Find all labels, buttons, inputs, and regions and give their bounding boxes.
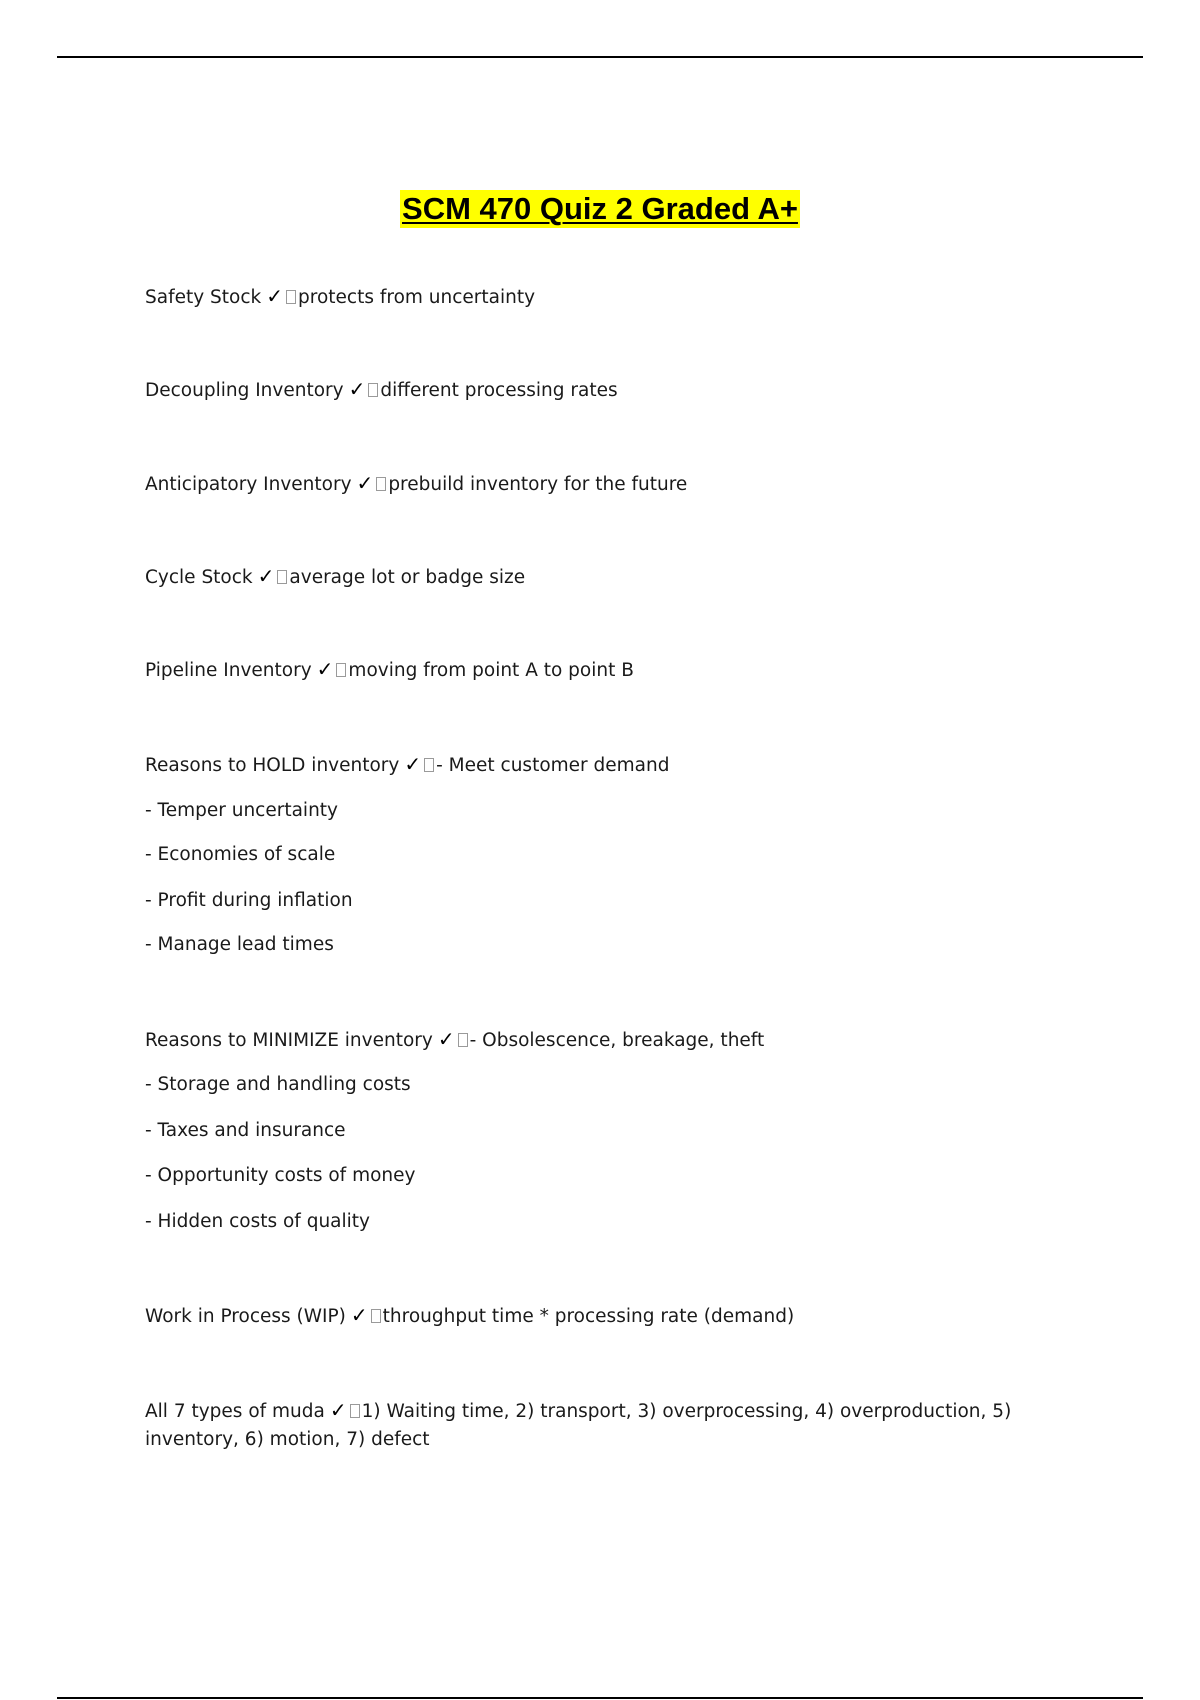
entry-pipeline-inventory — [145, 655, 634, 685]
entry-anticipatory-inventory — [145, 469, 687, 499]
document-title: SCM 470 Quiz 2 Graded A+ — [402, 191, 798, 226]
entry-definition: throughput time * processing rate (demand) — [382, 1306, 795, 1327]
entry-definition: average lot or badge size — [289, 567, 526, 588]
missing-glyph-box-icon — [371, 1309, 381, 1323]
entry-definition: 1) Waiting time, 2) transport, 3) overprocessing, 4) overproduction, 5) inventory, 6) motion, 7) defect — [145, 1401, 1012, 1450]
entry-reasons-to-hold — [145, 750, 670, 780]
entry-term: Reasons to MINIMIZE inventory — [145, 1030, 433, 1051]
entry-term: Safety Stock — [145, 287, 262, 308]
entry-term: Decoupling Inventory — [145, 380, 344, 401]
missing-glyph-box-icon — [286, 290, 296, 304]
list-item: - Hidden costs of quality — [145, 1211, 370, 1232]
list-item: - Taxes and insurance — [145, 1120, 346, 1141]
entry-seven-types-of-muda — [145, 1396, 1105, 1454]
missing-glyph-box-icon — [368, 383, 378, 397]
check-icon: ✓ — [356, 471, 374, 495]
entry-definition: protects from uncertainty — [298, 287, 536, 308]
list-item: - Storage and handling costs — [145, 1074, 411, 1095]
check-icon: ✓ — [257, 564, 275, 588]
entry-definition: - Obsolescence, breakage, theft — [469, 1030, 765, 1051]
list-item: - Profit during inflation — [145, 890, 353, 911]
check-icon: ✓ — [348, 377, 366, 401]
entry-definition: moving from point A to point B — [348, 660, 634, 681]
check-icon: ✓ — [404, 752, 422, 776]
entry-cycle-stock — [145, 562, 525, 592]
entry-term: Cycle Stock — [145, 567, 253, 588]
entry-definition: - Meet customer demand — [436, 755, 670, 776]
bottom-divider — [57, 1697, 1143, 1699]
check-icon: ✓ — [266, 284, 284, 308]
missing-glyph-box-icon — [336, 663, 346, 677]
missing-glyph-box-icon — [424, 758, 434, 772]
list-item: - Opportunity costs of money — [145, 1165, 416, 1186]
missing-glyph-box-icon — [277, 570, 287, 584]
missing-glyph-box-icon — [350, 1404, 360, 1418]
entry-decoupling-inventory — [145, 375, 618, 405]
entry-safety-stock — [145, 282, 535, 312]
check-icon: ✓ — [316, 657, 334, 681]
missing-glyph-box-icon — [376, 477, 386, 491]
missing-glyph-box-icon — [458, 1033, 468, 1047]
entry-term: Reasons to HOLD inventory — [145, 755, 400, 776]
list-item: - Economies of scale — [145, 844, 336, 865]
title-container — [0, 190, 1200, 228]
entry-definition: different processing rates — [380, 380, 618, 401]
entry-reasons-to-minimize — [145, 1025, 764, 1055]
check-icon: ✓ — [329, 1398, 347, 1422]
entry-term: Work in Process (WIP) — [145, 1306, 346, 1327]
top-divider — [57, 56, 1143, 58]
check-icon: ✓ — [437, 1027, 455, 1051]
entry-term: All 7 types of muda — [145, 1401, 325, 1422]
list-item: - Temper uncertainty — [145, 800, 338, 821]
entry-term: Pipeline Inventory — [145, 660, 312, 681]
entry-term: Anticipatory Inventory — [145, 474, 352, 495]
list-item: - Manage lead times — [145, 934, 334, 955]
check-icon: ✓ — [350, 1303, 368, 1327]
entry-definition: prebuild inventory for the future — [388, 474, 688, 495]
entry-work-in-process — [145, 1301, 794, 1331]
